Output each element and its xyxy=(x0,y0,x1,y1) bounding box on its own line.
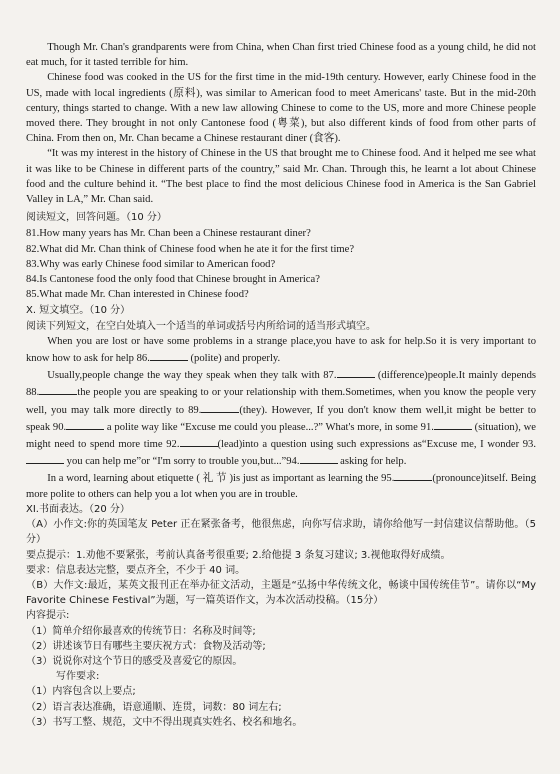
cloze-heading: X. 短文填空。（10 分） xyxy=(26,305,131,317)
question-list xyxy=(26,226,536,302)
content-hint-1: （1）简单介绍你最喜欢的传统节日：名称及时间等; xyxy=(26,625,256,637)
cloze-text: (difference)people.It mainly depends 88. xyxy=(26,370,537,399)
writing-requirement-1: （1）内容包含以上要点; xyxy=(26,686,136,698)
blank-91[interactable] xyxy=(434,418,472,430)
blank-92[interactable] xyxy=(180,435,218,447)
cloze-text: When you are lost or have some problems in a strange place,you have to ask for help.So it is very important to know how to ask for help 86. xyxy=(26,335,536,365)
writing-task-a-points: 要点提示：1.劝他不要紧张，考前认真备考很重要; 2.给他提 3 条复习建议; 3.视他取得好成绩。 xyxy=(26,549,451,561)
writing-section xyxy=(26,502,536,730)
question-82: 82.What did Mr. Chan think of Chinese food when he ate it for the first time? xyxy=(26,243,355,255)
question-83: 83.Why was early Chinese food similar to American food? xyxy=(26,258,276,270)
writing-task-a: （A）小作文:你的英国笔友 Peter 正在紧张备考，他很焦虑，向你写信求助，请你给他写一封信建议信帮助他。（5分） xyxy=(26,519,536,546)
question-85: 85.What made Mr. Chan interested in Chinese food? xyxy=(26,289,249,301)
cloze-paragraph-2 xyxy=(26,366,536,469)
question-84: 84.Is Cantonese food the only food that Chinese brought in America? xyxy=(26,274,320,286)
writing-requirement-3: （3）书写工整、规范，文中不得出现真实姓名、校名和地名。 xyxy=(26,716,303,728)
blank-87[interactable] xyxy=(337,366,375,378)
cloze-text: Usually,people change the way they speak when they talk with 87. xyxy=(47,370,337,382)
cloze-text: In a word, learning about etiquette ( 礼 节 )is just as important as learning the 95. xyxy=(47,473,395,485)
question-81: 81.How many years has Mr. Chan been a Chinese restaurant diner? xyxy=(26,228,311,240)
blank-88[interactable] xyxy=(39,383,77,395)
blank-89[interactable] xyxy=(201,401,239,413)
passage-paragraph-2: Chinese food was cooked in the US for the first time in the mid-19th century. However, early Chinese food in the US, made with local ingredients (原料), was similar to American food to meet Americans' taste. But in the mid-20th century, things started to change. With a new law allowing Chinese to come to the US, more and more Chinese people moved there. They brought in not only Cantonese food (粤菜), but also different kinds of food from other parts of China. From then on, Mr. Chan became a Chinese restaurant diner (食客). xyxy=(26,72,536,145)
writing-heading: XI.书面表达。（20 分） xyxy=(26,503,130,515)
passage-paragraph-3: “It was my interest in the history of Chinese in the US that brought me to Chinese food. And it helped me see what it was like to be Chinese in different parts of the country,” said Mr. Chan. Through this, he learnt a lot about Chinese food and the culture behind it. “The best place to find the most delicious Chinese food in America is the San Gabriel Valley in LA,” Mr. Chan said. xyxy=(26,148,536,206)
blank-93[interactable] xyxy=(26,452,64,464)
cloze-text: the people you are speaking to or your relationship with them.Sometimes, when you know the people very well, you may talk more directly to 89. xyxy=(26,387,536,416)
reading-instruction: 阅读短文，回答问题。（10 分） xyxy=(26,212,167,224)
writing-requirement-2: （2）语言表达准确，语意通顺、连贯，词数：80 词左右; xyxy=(26,701,282,713)
passage-paragraph-1: Though Mr. Chan's grandparents were from China, when Chan first tried Chinese food as a young child, he did not eat much, for it tasted terrible for him. xyxy=(26,42,536,69)
cloze-text: you can help me”or “I'm sorry to trouble you,but...”94. xyxy=(64,456,300,468)
writing-requirement-label: 写作要求: xyxy=(56,671,100,683)
content-hint-3: （3）说说你对这个节日的感受及喜爱它的原因。 xyxy=(26,655,243,667)
blank-86[interactable] xyxy=(150,349,188,361)
cloze-text: asking for help. xyxy=(337,456,407,468)
cloze-text: (polite) and properly. xyxy=(187,353,281,365)
blank-90[interactable] xyxy=(66,418,104,430)
cloze-text: (they). However, If you don't know them well,it might be better to speak 90. xyxy=(26,404,537,433)
writing-task-a-requirement: 要求：信息表达完整，要点齐全，不少于 40 词。 xyxy=(26,564,246,576)
cloze-text: (pronounce)itself. Being more polite to others can help you a lot when you are in trouble. xyxy=(26,473,536,500)
reading-passage xyxy=(26,40,536,207)
blank-95[interactable] xyxy=(394,469,432,481)
content-hint-label: 内容提示: xyxy=(26,610,70,622)
writing-task-b: （B）大作文:最近，某英文报刊正在举办征文活动，主题是“弘扬中华传统文化，畅谈中国传统佳节”。请你以“My Favorite Chinese Festival”为题，写一篇英语作文，为本次活动投稿。（15分） xyxy=(26,579,536,607)
cloze-text: a polite way like “Excuse me could you please...?” What's more, in some 91. xyxy=(104,421,434,433)
cloze-paragraph-3 xyxy=(26,469,536,501)
cloze-paragraph-1 xyxy=(26,334,536,366)
cloze-text: (lead)into a question using such expressions as“Excuse me, I wonder 93. xyxy=(217,439,537,451)
cloze-text: (situation), we might need to spend more time 92. xyxy=(26,421,536,451)
content-hint-2: （2）讲述该节日有哪些主要庆祝方式：食物及活动等; xyxy=(26,640,266,652)
blank-94[interactable] xyxy=(300,452,338,464)
cloze-instruction: 阅读下列短文，在空白处填入一个适当的单词或括号内所给词的适当形式填空。 xyxy=(26,320,376,332)
